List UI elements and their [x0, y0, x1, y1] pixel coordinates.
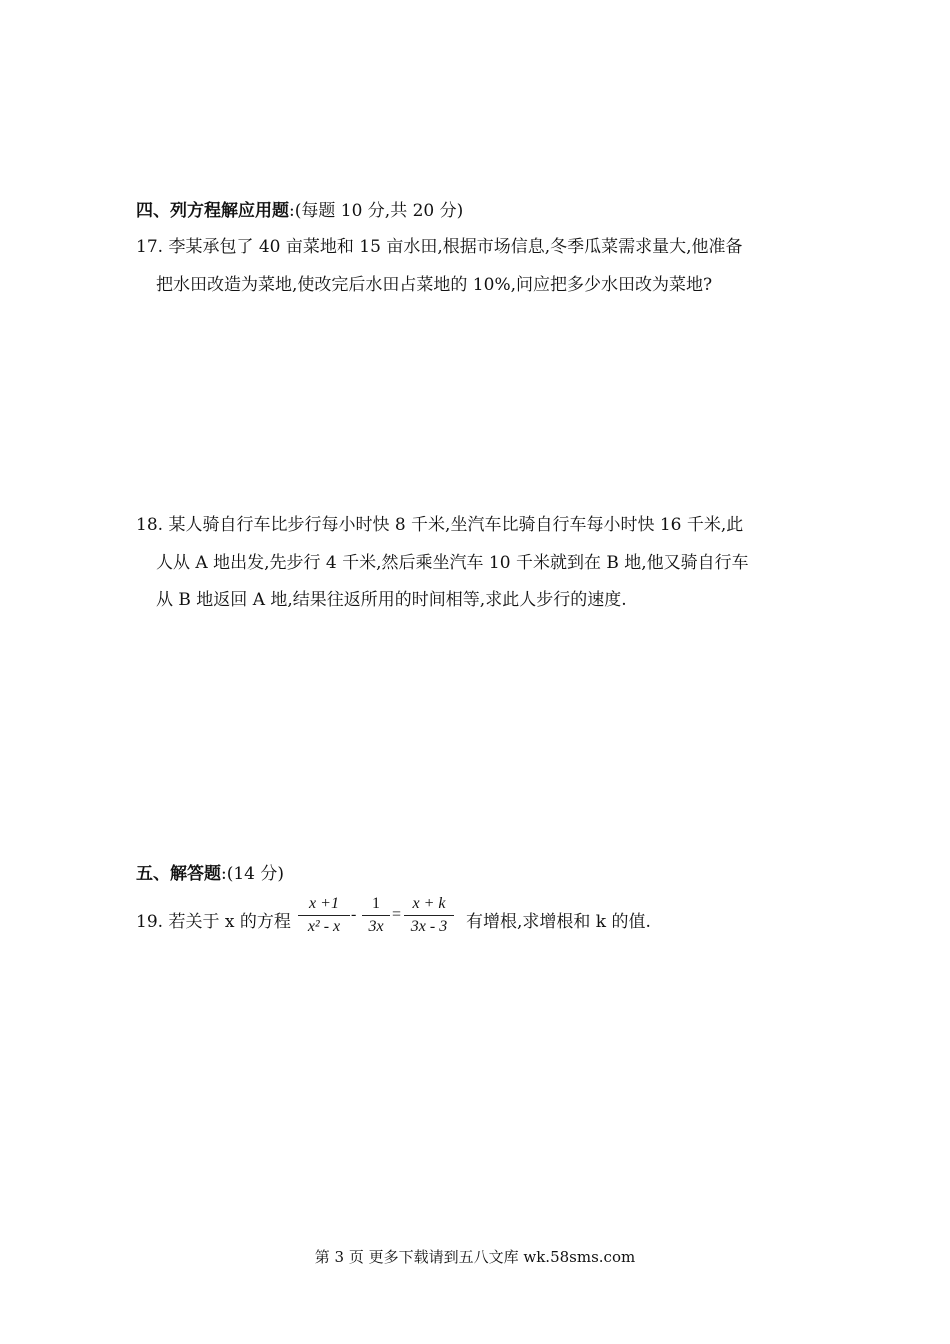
fraction-2: [362, 893, 390, 938]
section-4-title: 四、列方程解应用题: [136, 201, 289, 221]
fraction-1-denominator: x² - x: [307, 918, 341, 935]
fraction-1-numerator: x +1: [309, 895, 339, 912]
question-19-prefix: 19. 若关于 x 的方程: [136, 912, 291, 932]
fraction-3-denominator: 3x - 3: [410, 918, 448, 935]
section-4-heading: [136, 196, 463, 221]
section-5-title: 五、解答题: [136, 864, 221, 884]
section-5-note: :(14 分): [221, 864, 285, 884]
fraction-2-numerator: 1: [372, 895, 380, 912]
page-footer: 第 3 页 更多下载请到五八文库 wk.58sms.com: [314, 1248, 636, 1266]
minus-sign: -: [351, 906, 357, 923]
question-18-line-2: 人从 A 地出发,先步行 4 千米,然后乘坐汽车 10 千米就到在 B 地,他又骑自行车: [156, 553, 749, 573]
fraction-1: [298, 893, 350, 938]
question-18-line-3: 从 B 地返回 A 地,结果往返所用的时间相等,求此人步行的速度.: [156, 590, 627, 610]
question-18-line-1: 18. 某人骑自行车比步行每小时快 8 千米,坐汽车比骑自行车每小时快 16 千米,此: [136, 515, 744, 535]
question-17-line-1: 17. 李某承包了 40 亩菜地和 15 亩水田,根据市场信息,冬季瓜菜需求量大,他准备: [136, 237, 743, 257]
section-5-heading: [136, 859, 284, 884]
equals-sign: =: [392, 906, 402, 923]
section-4-note: :(每题 10 分,共 20 分): [289, 201, 464, 221]
fraction-3: [404, 893, 454, 938]
question-19-suffix: 有增根,求增根和 k 的值.: [466, 912, 651, 932]
fraction-2-denominator: 3x: [368, 918, 384, 935]
fraction-3-numerator: x + k: [412, 895, 446, 912]
question-17-line-2: 把水田改造为菜地,使改完后水田占菜地的 10%,问应把多少水田改为菜地?: [156, 275, 713, 295]
